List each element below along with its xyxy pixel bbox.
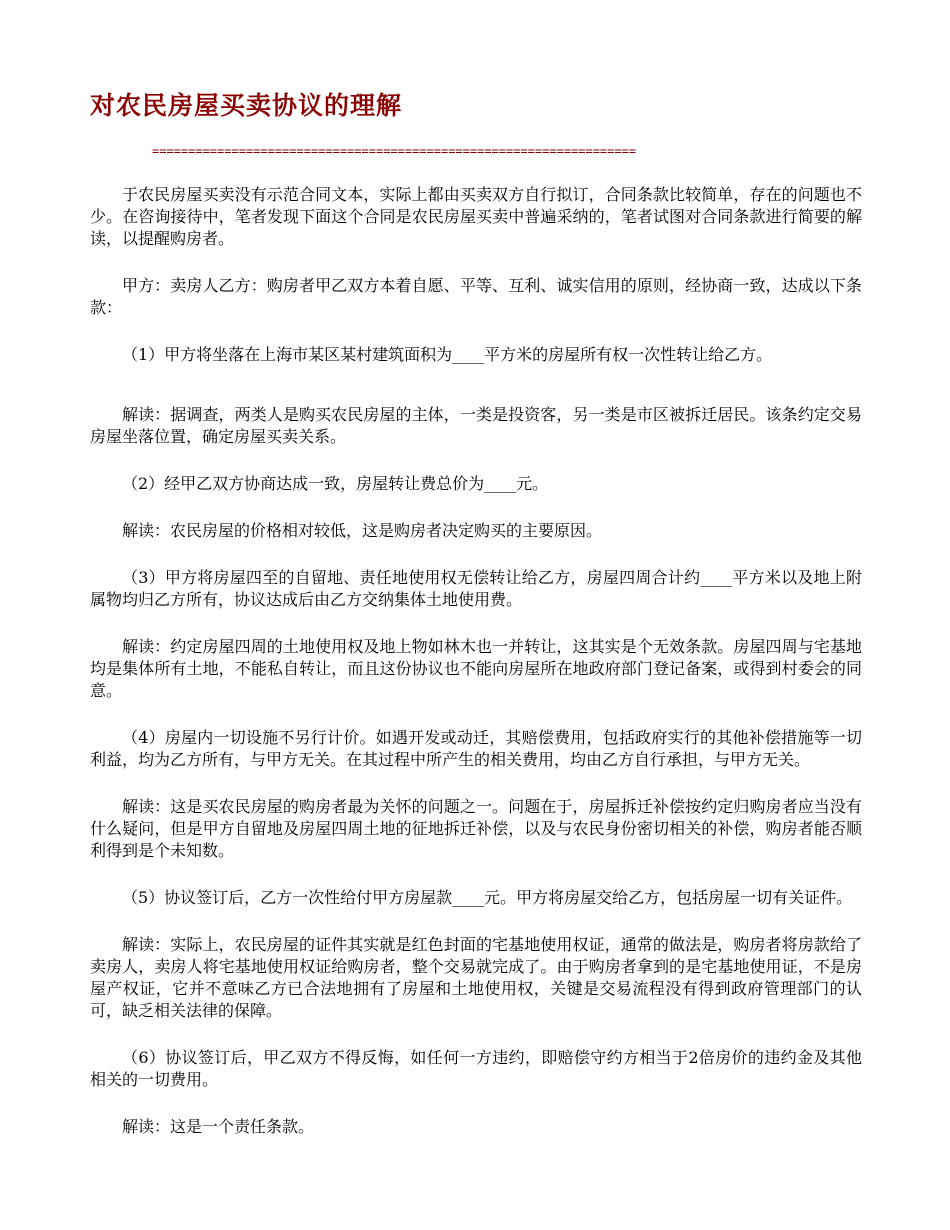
- interpretation-2: 解读：农民房屋的价格相对较低，这是购房者决定购买的主要原因。: [122, 521, 603, 540]
- interpretation-5: 解读：实际上，农民房屋的证件其实就是红色封面的宅基地使用权证，通常的做法是，购房者将房款给了卖房人，卖房人将宅基地使用权证给购房者，整个交易就完成了。由于购房者拿到的是宅基地使用证，不是房屋产权证，它并不意味乙方已合法地拥有了房屋和土地使用权，关键是交易流程没有得到政府管理部门的认可，缺乏相关法律的保障。: [90, 935, 862, 1020]
- title-divider: ===================================================================: [152, 144, 637, 158]
- clause-4: （4）房屋内一切设施不另行计价。如遇开发或动迁，其赔偿费用，包括政府实行的其他补偿措施等一切利益，均为乙方所有，与甲方无关。在其过程中所产生的相关费用，均由乙方自行承担，与甲方无关。: [90, 728, 862, 769]
- clause-2: （2）经甲乙双方协商达成一致，房屋转让费总价为____元。: [122, 474, 549, 493]
- document-title: 对农民房屋买卖协议的理解: [90, 91, 403, 120]
- clause-1: （1）甲方将坐落在上海市某区某村建筑面积为____平方米的房屋所有权一次性转让给乙方。: [122, 345, 773, 364]
- interpretation-6: 解读：这是一个责任条款。: [122, 1117, 315, 1136]
- interpretation-3: 解读：约定房屋四周的土地使用权及地上物如林木也一并转让，这其实是个无效条款。房屋四周与宅基地均是集体所有土地，不能私自转让，而且这份协议也不能向房屋所在地政府部门登记备案，或得到村委会的同意。: [90, 637, 862, 700]
- interpretation-1: 解读：据调查，两类人是购买农民房屋的主体，一类是投资客，另一类是市区被拆迁居民。该条约定交易房屋坐落位置，确定房屋买卖关系。: [90, 405, 862, 446]
- clause-3: （3）甲方将房屋四至的自留地、责任地使用权无偿转让给乙方，房屋四周合计约____平方米以及地上附属物均归乙方所有，协议达成后由乙方交纳集体土地使用费。: [90, 568, 862, 609]
- clause-5: （5）协议签订后，乙方一次性给付甲方房屋款____元。甲方将房屋交给乙方，包括房屋一切有关证件。: [122, 888, 853, 907]
- parties-paragraph: 甲方：卖房人乙方：购房者甲乙双方本着自愿、平等、互利、诚实信用的原则，经协商一致，达成以下条款：: [90, 276, 862, 317]
- clause-6: （6）协议签订后，甲乙双方不得反悔，如任何一方违约，即赔偿守约方相当于2倍房价的违约金及其他相关的一切费用。: [90, 1048, 862, 1089]
- intro-paragraph: 于农民房屋买卖没有示范合同文本，实际上都由买卖双方自行拟订，合同条款比较简单，存在的问题也不少。在咨询接待中，笔者发现下面这个合同是农民房屋买卖中普遍采纳的，笔者试图对合同条款进行简要的解读，以提醒购房者。: [90, 185, 862, 248]
- interpretation-4: 解读：这是买农民房屋的购房者最为关怀的问题之一。问题在于，房屋拆迁补偿按约定归购房者应当没有什么疑问，但是甲方自留地及房屋四周土地的征地拆迁补偿，以及与农民身份密切相关的补偿，购房者能否顺利得到是个未知数。: [90, 797, 862, 860]
- document-body: [90, 184, 862, 1138]
